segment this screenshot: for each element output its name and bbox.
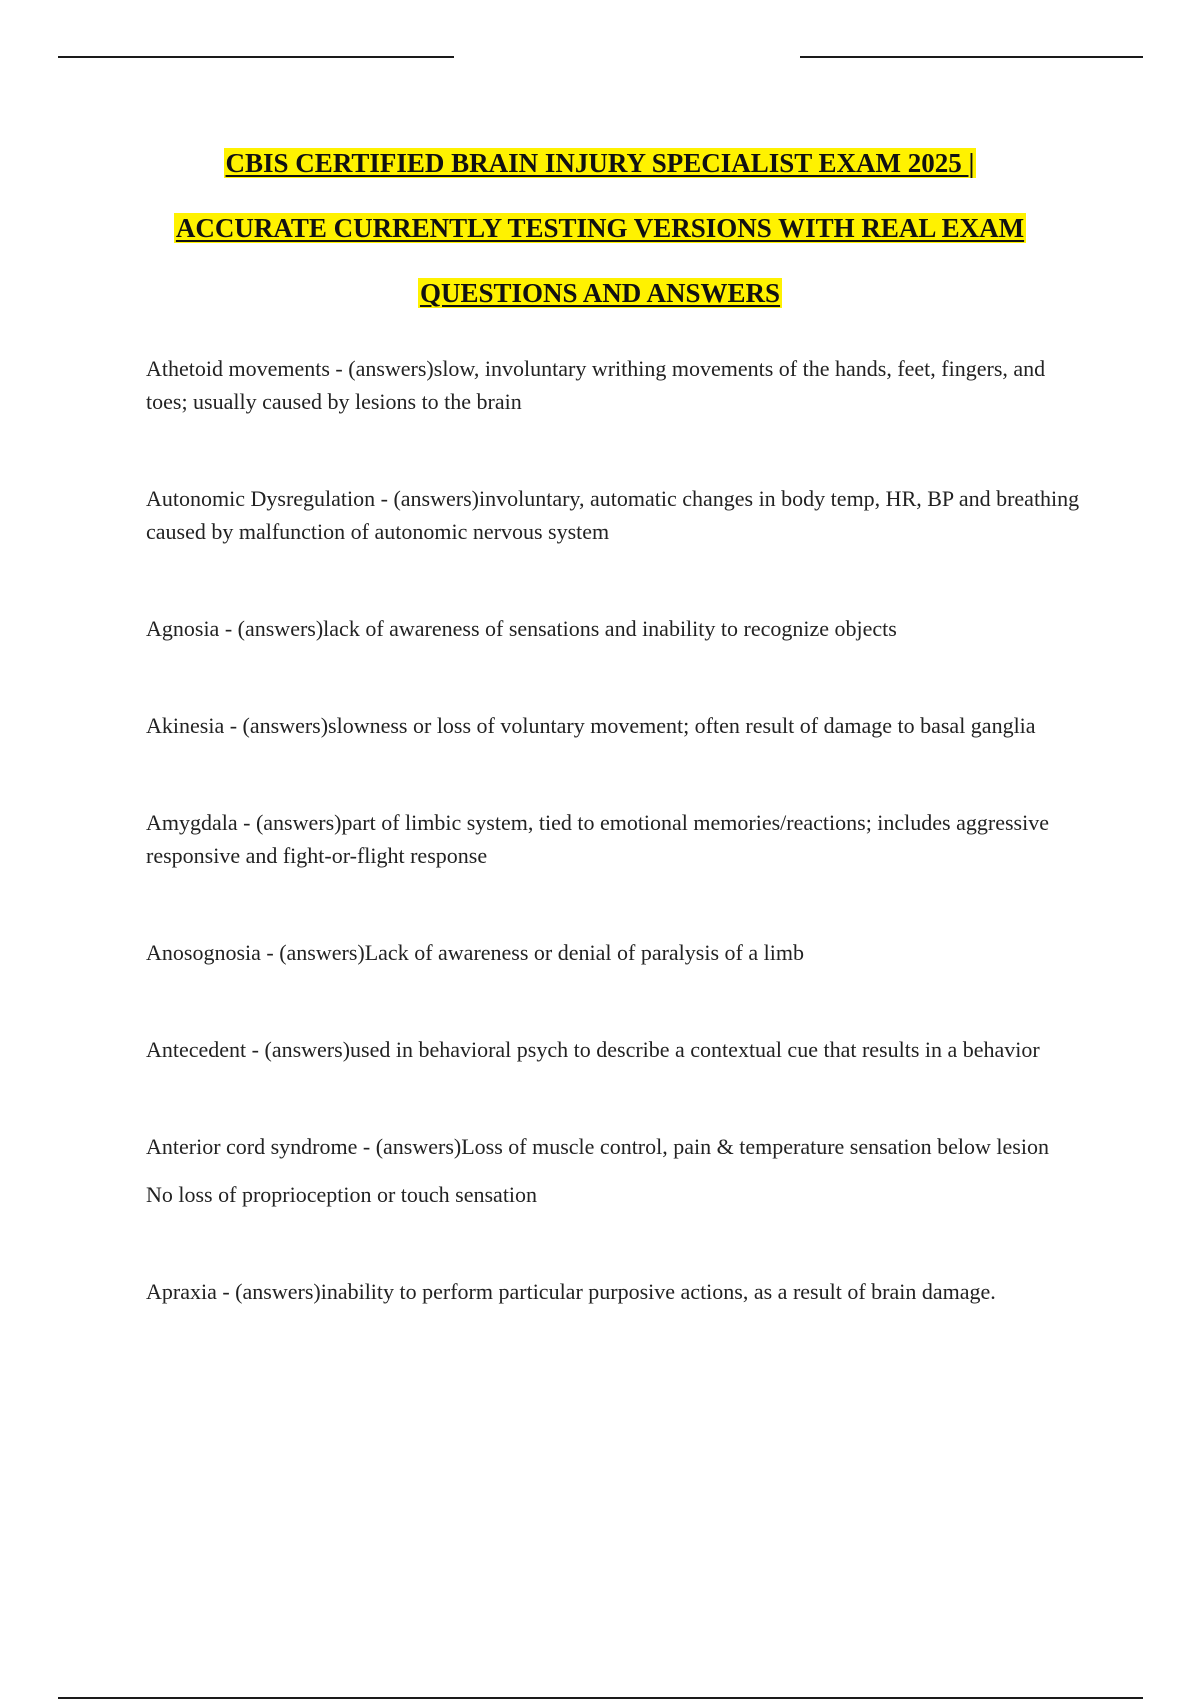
- title-text: CBIS CERTIFIED BRAIN INJURY SPECIALIST EXAM 2025 |: [225, 148, 975, 178]
- entry-text: Agnosia - (answers)lack of awareness of sensations and inability to recognize objects: [146, 616, 897, 641]
- title-text: ACCURATE CURRENTLY TESTING VERSIONS WITH REAL EXAM: [175, 213, 1025, 243]
- glossary-entry-autonomic-dysregulation: [146, 482, 1086, 548]
- glossary-entry-akinesia: [146, 709, 1086, 742]
- header-rule-right: [800, 56, 1143, 58]
- footer-rule: [58, 1697, 1143, 1699]
- entry-text: Athetoid movements - (answers)slow, involuntary writhing movements of the hands, feet, fingers, and toes; usually caused by lesions to the brain: [146, 356, 1046, 414]
- header-rule-left: [58, 56, 454, 58]
- document-title: [0, 140, 1200, 335]
- entry-text: Anosognosia - (answers)Lack of awareness or denial of paralysis of a limb: [146, 940, 804, 965]
- title-text: QUESTIONS AND ANSWERS: [419, 278, 781, 308]
- title-line: [0, 205, 1200, 270]
- title-line: [0, 270, 1200, 335]
- glossary-entry-apraxia: [146, 1275, 1086, 1308]
- glossary-entry-amygdala: [146, 806, 1086, 872]
- entry-text: Autonomic Dysregulation - (answers)involuntary, automatic changes in body temp, HR, BP and breathing caused by malfunction of autonomic nervous system: [146, 486, 1080, 544]
- entry-text: Anterior cord syndrome - (answers)Loss of muscle control, pain & temperature sensation below lesion: [146, 1134, 1049, 1159]
- glossary-entry-antecedent: [146, 1033, 1086, 1066]
- entry-text: Antecedent - (answers)used in behavioral psych to describe a contextual cue that results in a behavior: [146, 1037, 1040, 1062]
- entry-extra-text: No loss of proprioception or touch sensation: [146, 1182, 538, 1207]
- glossary-entry-athetoid-movements: [146, 352, 1086, 418]
- glossary-entry-agnosia: [146, 612, 1086, 645]
- entry-text: Akinesia - (answers)slowness or loss of voluntary movement; often result of damage to basal ganglia: [146, 713, 1036, 738]
- entry-text: Amygdala - (answers)part of limbic system, tied to emotional memories/reactions; includes aggressive responsive and fight-or-flight response: [146, 810, 1049, 868]
- glossary-entry-anterior-cord-syndrome: [146, 1130, 1086, 1211]
- glossary-entries: [146, 352, 1086, 1308]
- glossary-entry-anosognosia: [146, 936, 1086, 969]
- entry-text: Apraxia - (answers)inability to perform particular purposive actions, as a result of brain damage.: [146, 1279, 996, 1304]
- title-line: [0, 140, 1200, 205]
